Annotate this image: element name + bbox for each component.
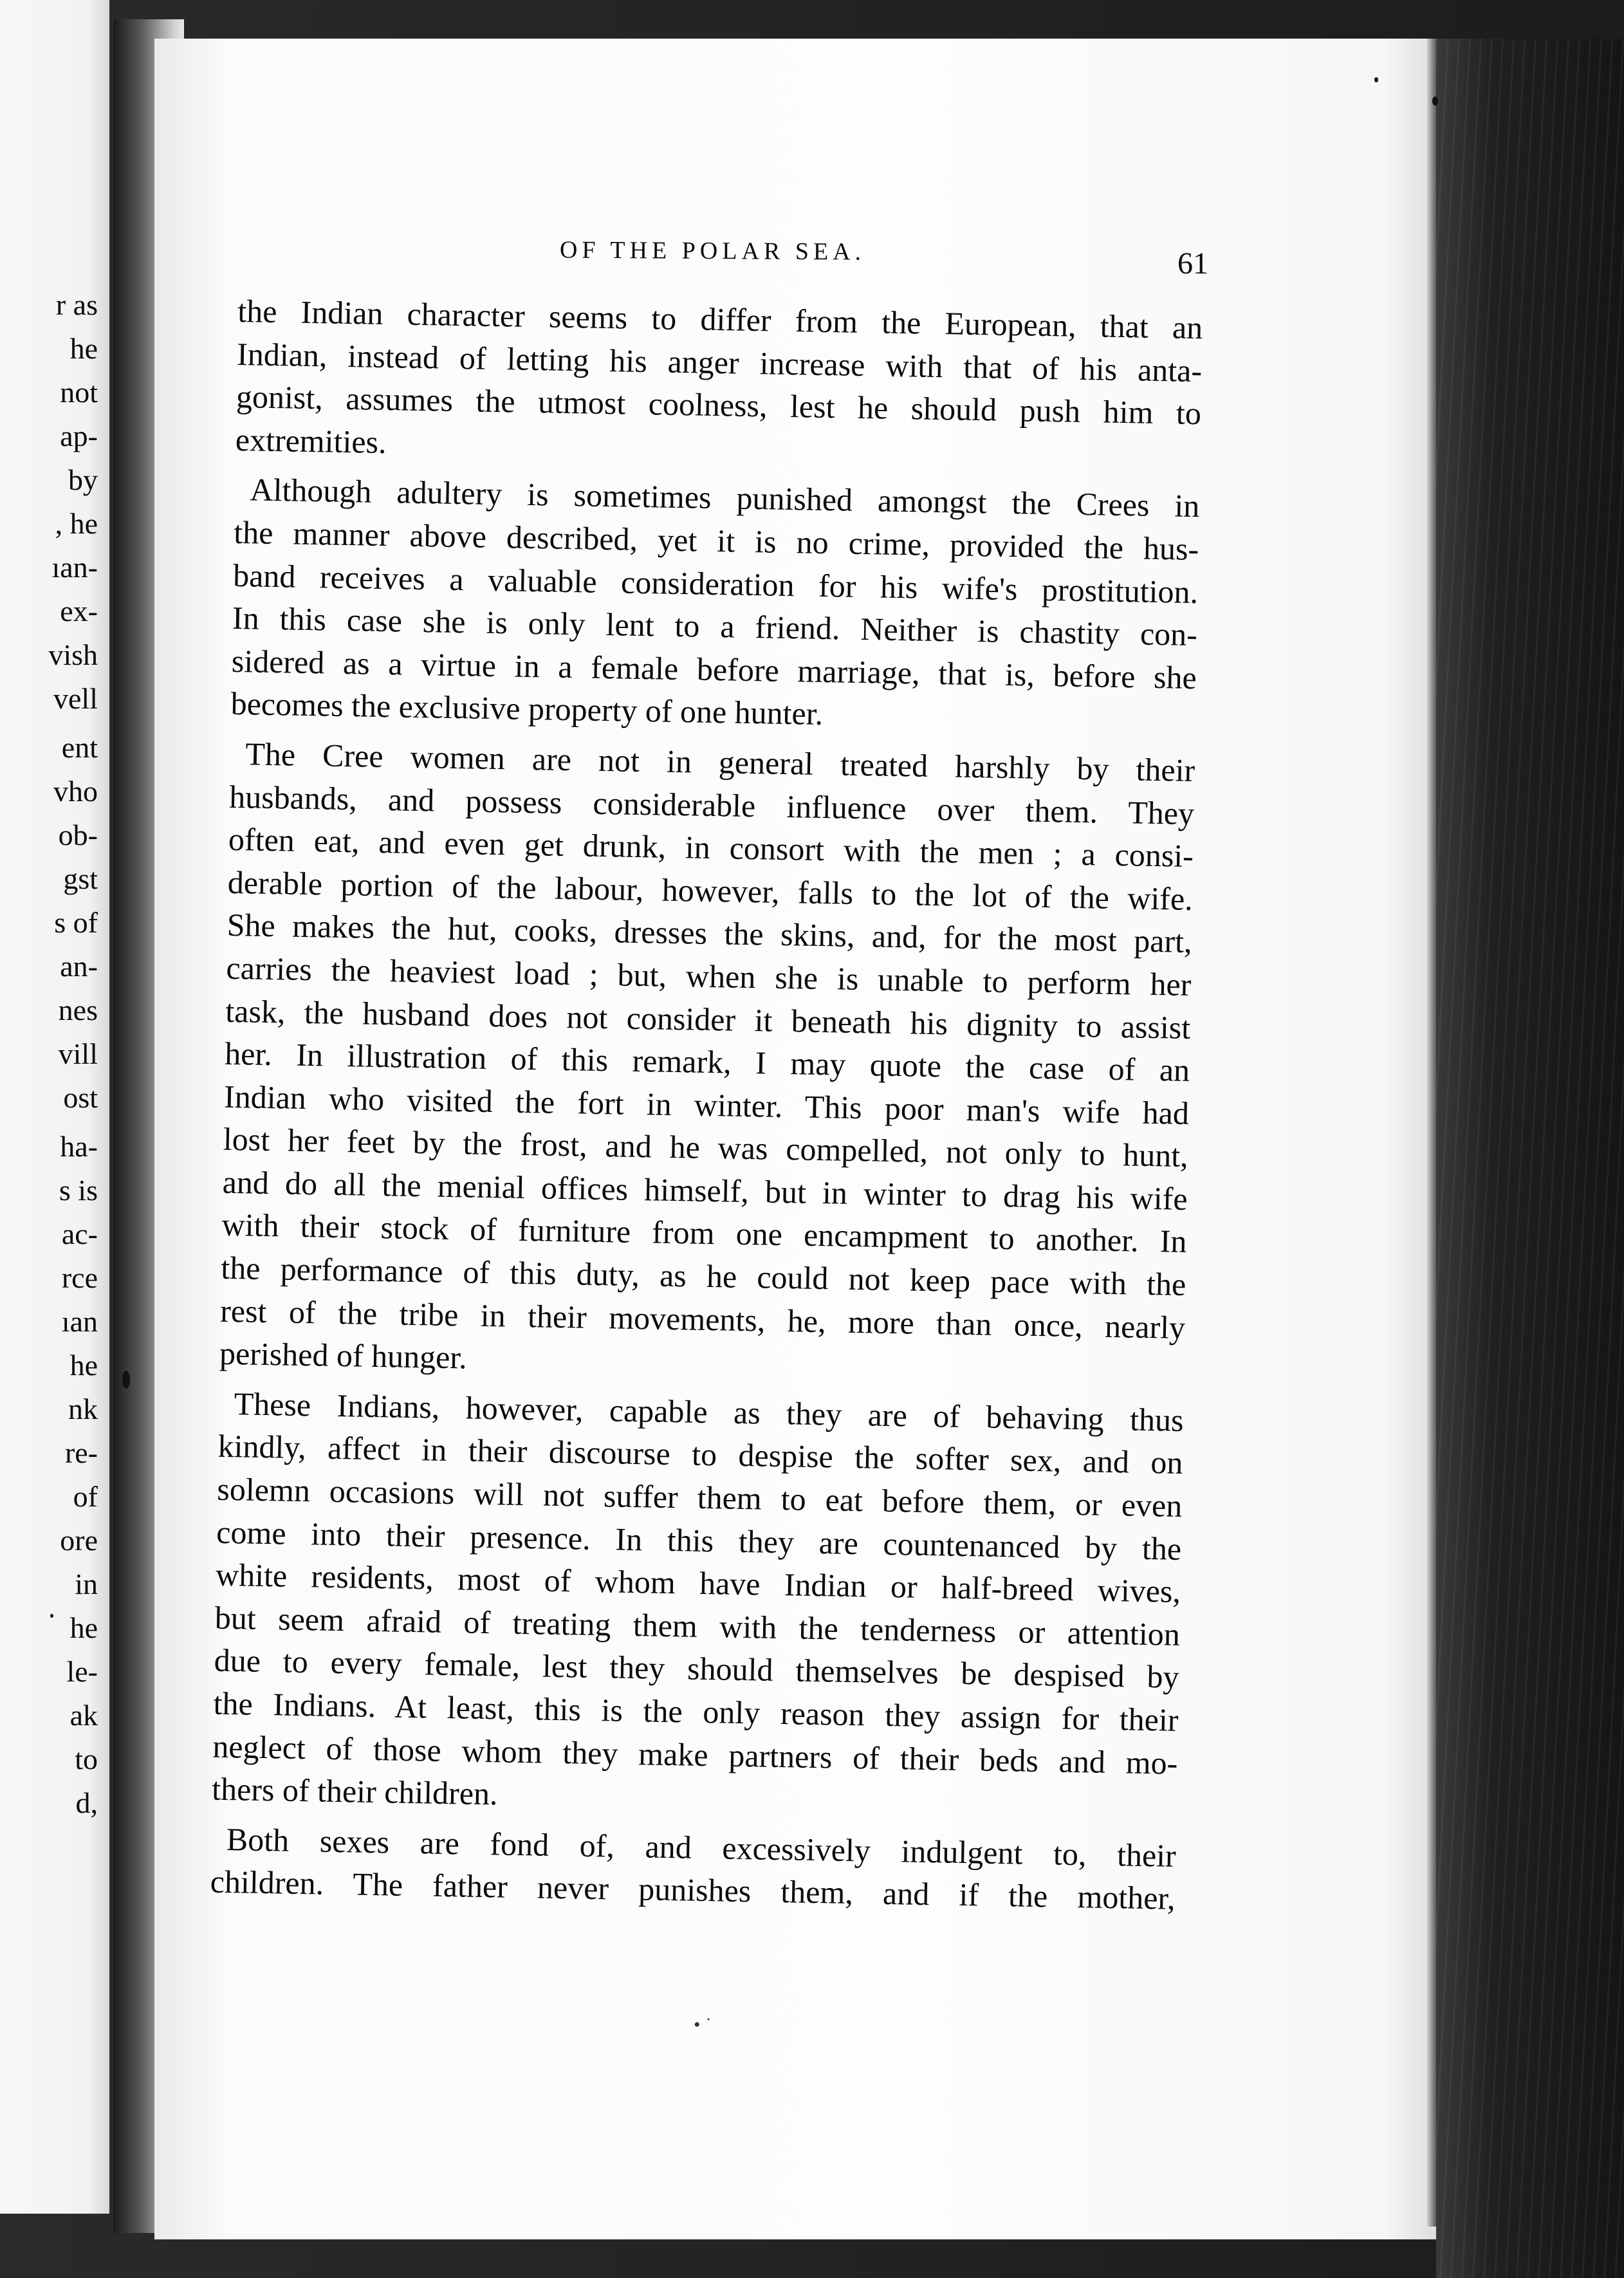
- text-line: Indian who visited the fort in winter. This poor man's wife had: [223, 1078, 1190, 1131]
- speck: [50, 1614, 53, 1618]
- text-line: extremities.: [235, 421, 387, 460]
- fragment-line: an-: [60, 950, 98, 983]
- text-line: children. The father never punishes them, and if the mother,: [210, 1864, 1176, 1917]
- paragraph: [230, 468, 1200, 742]
- text-line: becomes the exclusive property of one hunter.: [230, 685, 824, 732]
- paragraph: [212, 1382, 1184, 1828]
- fragment-line: , he: [55, 507, 98, 540]
- page-number: 61: [1177, 246, 1208, 281]
- text-line: neglect of those whom they make partners of their beds and mo-: [212, 1728, 1178, 1781]
- fragment-line: of: [73, 1480, 98, 1513]
- fragment-line: ac-: [61, 1218, 98, 1250]
- speck: [122, 1371, 130, 1389]
- text-line: the performance of this duty, as he could not keep pace with the: [220, 1249, 1186, 1303]
- text-line: task, the husband does not consider it beneath his dignity to assist: [225, 992, 1191, 1046]
- fragment-line: ent: [61, 731, 98, 764]
- text-line: gonist, assumes the utmost coolness, lest he should push him to: [235, 378, 1202, 432]
- fragment-line: ıan-: [51, 551, 98, 584]
- facing-page-fragment: [0, 0, 113, 2214]
- paragraph: [210, 1817, 1176, 1920]
- text-line: the Indian character seems to differ from the European, that an: [237, 292, 1203, 346]
- fragment-line: he: [69, 332, 98, 365]
- fragment-line: d,: [75, 1786, 98, 1819]
- text-line: Indian, instead of letting his anger increase with that of his anta-: [236, 335, 1203, 389]
- fragment-line: nes: [58, 994, 98, 1026]
- text-line: kindly, affect in their discourse to despise the softer sex, and on: [217, 1428, 1183, 1481]
- text-line: carries the heaviest load ; but, when she is unable to perform her: [226, 949, 1192, 1003]
- page-stack-edge: [1436, 39, 1624, 2278]
- fragment-line: rce: [61, 1261, 98, 1294]
- text-line: white residents, most of whom have Indian or half-breed wives,: [215, 1556, 1181, 1610]
- text-line: rest of the tribe in their movements, he, more than once, nearly: [219, 1292, 1186, 1346]
- facing-page-text: [48, 283, 98, 1825]
- fragment-line: he: [69, 1611, 98, 1644]
- fragment-line: to: [75, 1743, 98, 1775]
- fragment-line: ap-: [60, 420, 98, 452]
- speck: [1432, 97, 1438, 106]
- text-line: and do all the menial offices himself, but in winter to drag his wife: [222, 1163, 1188, 1217]
- fragment-line: r as: [55, 288, 98, 321]
- fragment-line: ak: [69, 1699, 98, 1732]
- fragment-line: vish: [48, 638, 98, 671]
- fragment-line: s of: [54, 906, 98, 939]
- fragment-line: ob-: [58, 819, 98, 851]
- fragment-line: ore: [60, 1524, 98, 1557]
- text-line: She makes the hut, cooks, dresses the skins, and, for the most part,: [226, 907, 1193, 960]
- text-line: her. In illustration of this remark, I may quote the case of an: [224, 1035, 1190, 1089]
- text-line: come into their presence. In this they are countenanced by the: [216, 1514, 1182, 1567]
- fragment-line: he: [69, 1349, 98, 1382]
- fragment-line: not: [60, 376, 98, 409]
- text-line: but seem afraid of treating them with the tenderness or attention: [214, 1599, 1181, 1653]
- fragment-line: vill: [58, 1037, 98, 1070]
- speck: [1374, 77, 1378, 82]
- running-head: OF THE POLAR SEA.: [559, 236, 866, 266]
- fragment-line: le-: [66, 1655, 98, 1688]
- text-line: the Indians. At least, this is the only reason they assign for their: [213, 1685, 1179, 1738]
- fragment-line: s is: [59, 1174, 98, 1207]
- fragment-line: ha-: [60, 1130, 98, 1163]
- fragment-line: by: [68, 463, 98, 496]
- paragraph: [219, 732, 1195, 1392]
- text-line: In this case she is only lent to a friend. Neither is chastity con-: [232, 600, 1198, 653]
- text-line: The Cree women are not in general treated harshly by their: [245, 736, 1195, 789]
- text-line: husbands, and possess considerable influence over them. They: [228, 778, 1195, 831]
- text-line: lost her feet by the frost, and he was compelled, not only to hunt,: [223, 1121, 1189, 1174]
- body-text: [210, 290, 1203, 1927]
- fragment-line: ex-: [60, 595, 98, 627]
- text-line: often eat, and even get drunk, in consort with the men ; a consi-: [228, 820, 1194, 875]
- footer-mark: • ˙: [694, 2014, 712, 2035]
- fragment-line: in: [75, 1568, 98, 1600]
- fragment-line: re-: [64, 1436, 98, 1469]
- text-line: sidered as a virtue in a female before marriage, that is, before she: [231, 642, 1197, 696]
- text-line: the manner above described, yet it is no crime, provided the hus-: [233, 514, 1199, 568]
- text-line: solemn occasions will not suffer them to eat before them, or even: [216, 1470, 1183, 1524]
- fragment-line: gst: [63, 862, 98, 895]
- text-line: band receives a valuable consideration for his wife's prostitution.: [232, 557, 1199, 610]
- text-line: Both sexes are fond of, and excessively indulgent to, their: [226, 1820, 1177, 1874]
- text-line: due to every female, lest they should themselves be despised by: [214, 1642, 1180, 1696]
- fragment-line: vell: [53, 682, 98, 715]
- text-line: derable portion of the labour, however, falls to the lot of the wife.: [227, 864, 1194, 917]
- fragment-line: nk: [68, 1393, 98, 1425]
- text-line: thers of their children.: [211, 1770, 499, 1812]
- fragment-line: vho: [53, 775, 98, 808]
- text-line: These Indians, however, capable as they are of behaving thus: [234, 1385, 1185, 1438]
- paragraph: [235, 290, 1203, 478]
- text-line: Although adultery is sometimes punished amongst the Crees in: [250, 471, 1200, 524]
- fragment-line: ıan: [61, 1305, 98, 1338]
- fragment-line: ost: [63, 1081, 98, 1114]
- text-line: with their stock of furniture from one encampment to another. In: [221, 1207, 1187, 1260]
- text-line: perished of hunger.: [219, 1335, 468, 1376]
